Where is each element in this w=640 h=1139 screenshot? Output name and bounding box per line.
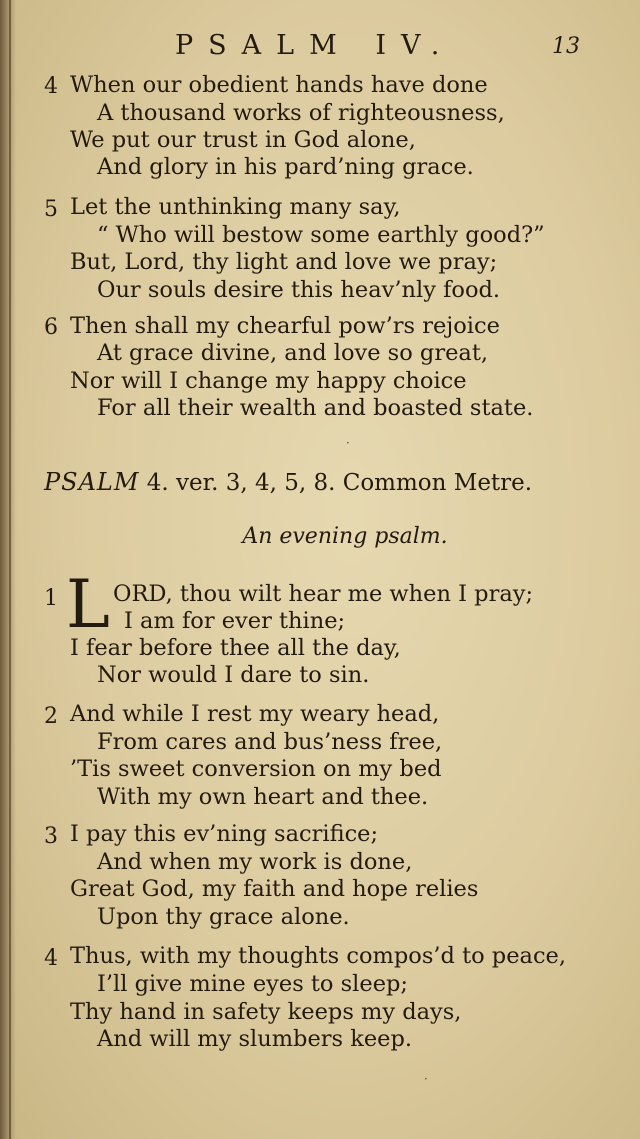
psalm-heading (44, 468, 532, 496)
verse-line: I pay this ev’ning sacrifice; (70, 821, 379, 847)
verse-line: Nor would I dare to sin. (97, 662, 370, 688)
running-title: PSALM IV. (175, 30, 455, 61)
verse-line: Thy hand in safety keeps my days, (70, 999, 462, 1025)
ink-speck: · (346, 436, 350, 450)
verse-number: 3 (44, 824, 58, 849)
verse-number: 2 (44, 704, 58, 729)
verse-line: A thousand works of righteousness, (97, 100, 505, 126)
verse-line: Upon thy grace alone. (97, 904, 350, 930)
ink-speck: · (424, 1072, 428, 1086)
psalm-subtitle-text: An evening psalm. (242, 524, 448, 549)
page-edge-line (9, 0, 11, 1139)
verse-line: And will my slumbers keep. (97, 1026, 413, 1052)
verse-line: ORD, thou wilt hear me when I pray; (113, 581, 534, 607)
verse-number: 5 (44, 197, 58, 222)
verse-line: And when my work is done, (97, 849, 413, 875)
verse-line: I am for ever thine; (124, 608, 346, 634)
verse-line: ’Tis sweet conversion on my bed (70, 756, 442, 782)
drop-cap-letter: L (66, 566, 110, 643)
verse-line: I fear before thee all the day, (70, 635, 401, 661)
verse-line: “ Who will bestow some earthly good?” (97, 222, 545, 248)
verse-line: And while I rest my weary head, (70, 701, 440, 727)
verse-line: Great God, my faith and hope relies (70, 876, 479, 902)
verse-line: At grace divine, and love so great, (97, 340, 489, 366)
verse-line: Nor will I change my happy choice (70, 368, 467, 394)
verse-line: Then shall my chearful pow’rs rejoice (70, 313, 500, 339)
psalm-subtitle (0, 524, 640, 549)
psalm-heading-metre: Common Metre. (342, 470, 533, 496)
verse-line: We put our trust in God alone, (70, 127, 416, 153)
verse-line: Thus, with my thoughts compos’d to peace, (70, 943, 567, 969)
verse-line: I’ll give mine eyes to sleep; (97, 971, 408, 997)
verse-line: When our obedient hands have done (70, 72, 488, 98)
verse-number: 4 (44, 74, 58, 99)
verse-line: From cares and bus’ness free, (97, 729, 443, 755)
verse-line: And glory in his pard’ning grace. (97, 154, 474, 180)
verse-line: But, Lord, thy light and love we pray; (70, 249, 498, 275)
psalm-heading-word: PSALM (44, 468, 140, 496)
verse-number: 6 (44, 315, 58, 340)
verse-number: 1 (44, 586, 58, 611)
verse-line: For all their wealth and boasted state. (97, 395, 534, 421)
verse-line: With my own heart and thee. (97, 784, 429, 810)
verse-line: Our souls desire this heav’nly food. (97, 277, 501, 303)
verse-line: Let the unthinking many say, (70, 194, 401, 220)
book-spine-shadow (0, 0, 16, 1139)
verse-number: 4 (44, 946, 58, 971)
page-number: 13 (552, 34, 580, 59)
psalm-heading-reference: 4. ver. 3, 4, 5, 8. (146, 470, 336, 496)
